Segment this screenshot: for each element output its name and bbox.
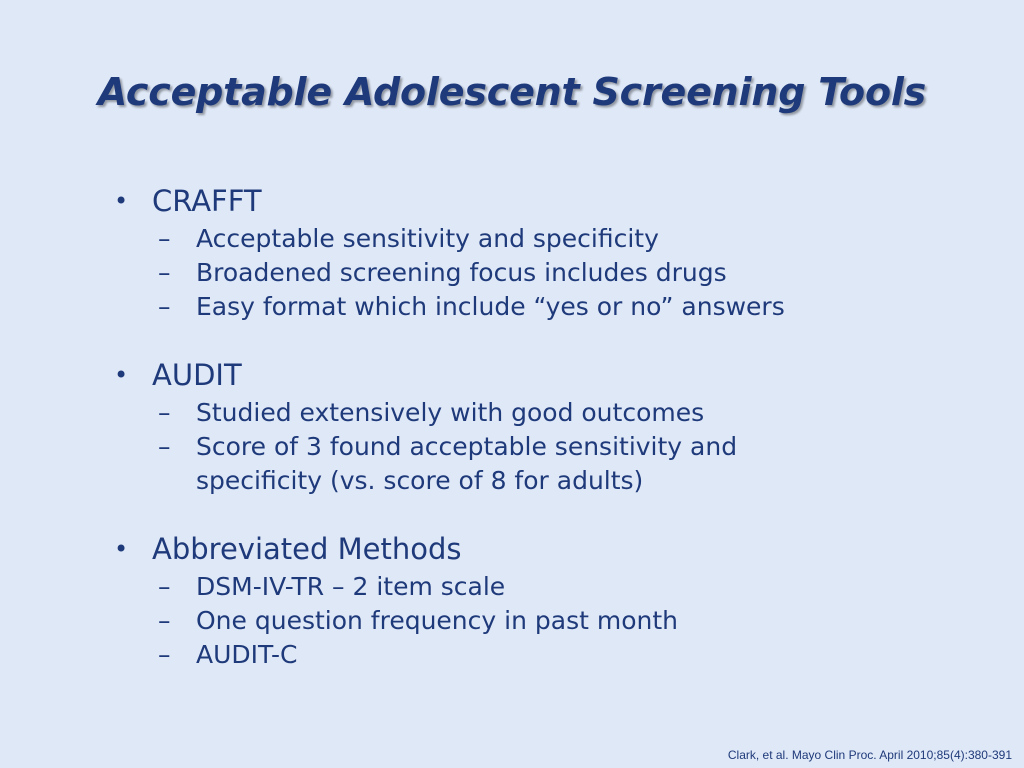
bullet-group-abbreviated: [108, 528, 988, 672]
dash-marker: –: [158, 292, 171, 321]
sub-item: [152, 256, 988, 290]
sub-item-text: Easy format which include “yes or no” answers: [196, 292, 785, 321]
sub-item: [152, 396, 988, 430]
dash-marker: –: [158, 572, 171, 601]
sub-item-text: Studied extensively with good outcomes: [196, 398, 705, 427]
sub-list: [152, 570, 988, 672]
slide-title: Acceptable Adolescent Screening Tools: [97, 70, 927, 114]
sub-list: [152, 222, 988, 324]
bullet-label: CRAFFT: [152, 184, 262, 218]
bullet-label: AUDIT: [152, 358, 242, 392]
sub-list: [152, 396, 988, 498]
sub-item: [152, 430, 796, 498]
sub-item: [152, 638, 988, 672]
sub-item: [152, 604, 988, 638]
dash-marker: –: [158, 258, 171, 287]
sub-item-text: Acceptable sensitivity and specificity: [196, 224, 659, 253]
dash-marker: –: [158, 432, 171, 461]
dash-marker: –: [158, 398, 171, 427]
sub-item-text: One question frequency in past month: [196, 606, 678, 635]
bullet-group-audit: [108, 354, 988, 498]
sub-item-text: Broadened screening focus includes drugs: [196, 258, 727, 287]
bullet-label: Abbreviated Methods: [152, 532, 462, 566]
sub-item: [152, 570, 988, 604]
dash-marker: –: [158, 606, 171, 635]
citation: Clark, et al. Mayo Clin Proc. April 2010;85(4):380-391: [727, 748, 1012, 762]
bullet-dot: •: [114, 361, 129, 389]
sub-item-text: DSM-IV-TR – 2 item scale: [196, 572, 506, 601]
sub-item-text: AUDIT-C: [196, 640, 298, 669]
bullet-item: [108, 180, 988, 222]
bullet-dot: •: [114, 187, 129, 215]
bullet-list: [108, 180, 988, 702]
bullet-item: [108, 528, 988, 570]
bullet-dot: •: [114, 535, 129, 563]
sub-item: [152, 290, 988, 324]
bullet-item: [108, 354, 988, 396]
sub-item: [152, 222, 988, 256]
dash-marker: –: [158, 224, 171, 253]
bullet-group-crafft: [108, 180, 988, 324]
dash-marker: –: [158, 640, 171, 669]
sub-item-text: Score of 3 found acceptable sensitivity and specificity (vs. score of 8 for adults): [196, 432, 738, 495]
